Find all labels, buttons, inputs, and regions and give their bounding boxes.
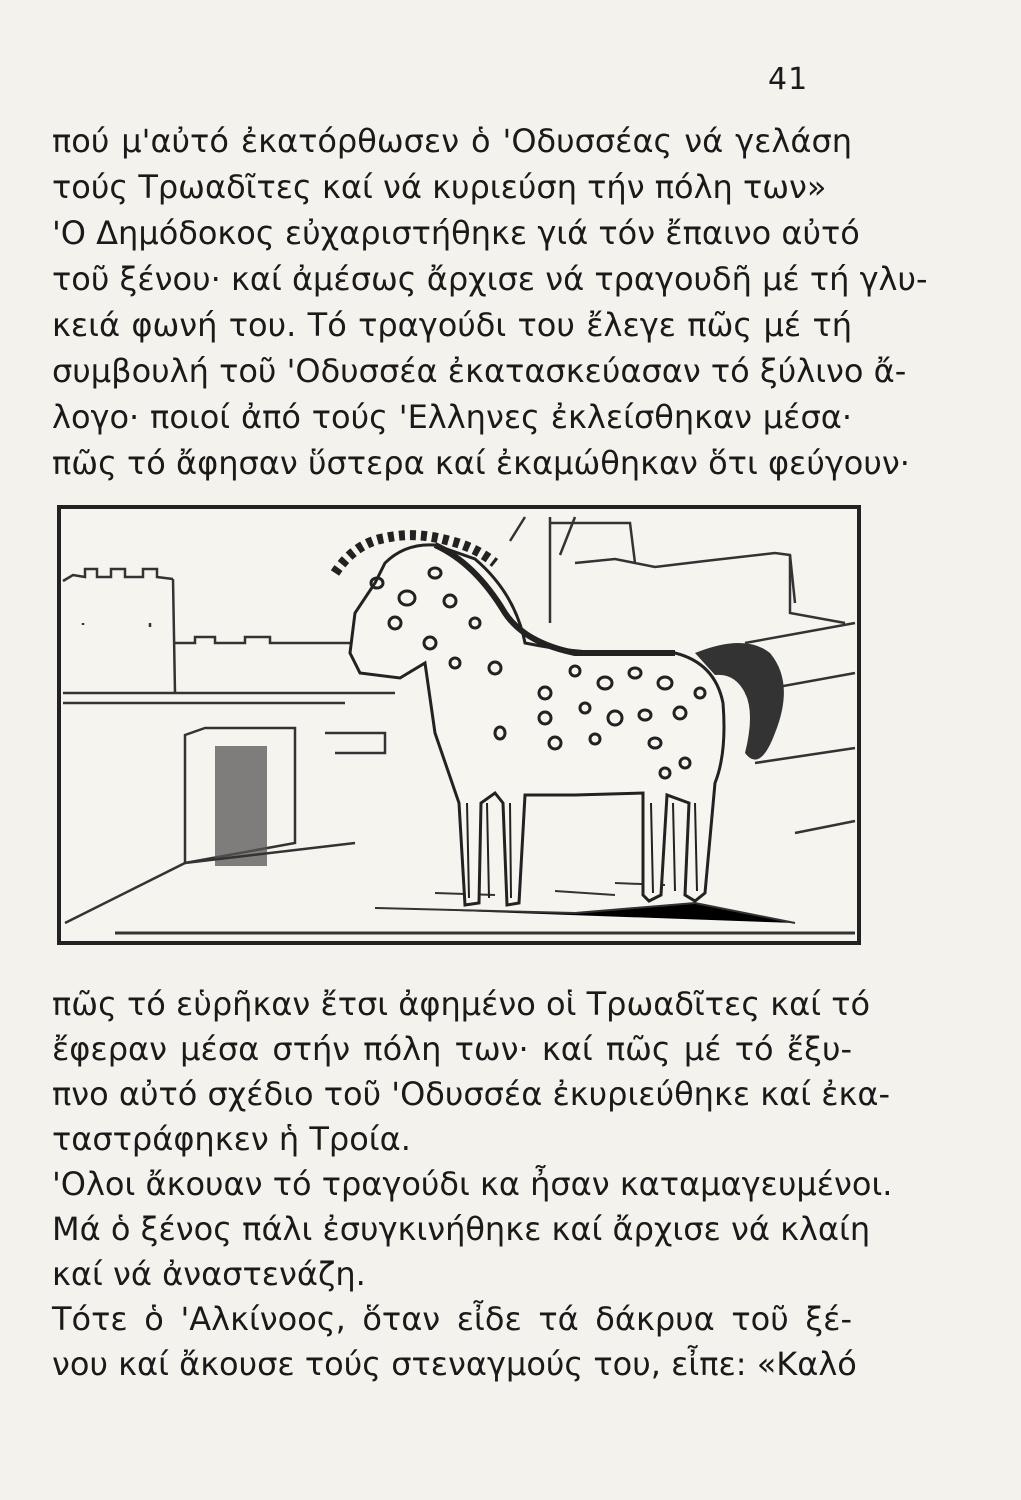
trojan-horse-illustration bbox=[55, 503, 865, 948]
text-line: ταστράφηκεν ἡ Τροία. bbox=[52, 1120, 411, 1158]
text-line: λογο· ποιοί ἀπό τούς 'Ελληνες ἐκλείσθηκαν μέσα· bbox=[52, 398, 852, 436]
text-line: 'Ο Δημόδοκος εὐχαριστήθηκε γιά τόν ἔπαινο αὐτό bbox=[52, 214, 860, 252]
text-line: Τότε ὁ 'Αλκίνοος, ὅταν εἶδε τά δάκρυα τοῦ ξέ- bbox=[52, 1300, 852, 1338]
text-line: πνο αὐτό σχέδιο τοῦ 'Οδυσσέα ἐκυριεύθηκε καί ἐκα- bbox=[52, 1075, 891, 1113]
text-line: ἔφεραν μέσα στήν πόλη των· καί πῶς μέ τό ἔξυ- bbox=[52, 1030, 852, 1068]
text-line: νου καί ἄκουσε τούς στεναγμούς του, εἶπε: «Καλό bbox=[52, 1345, 857, 1383]
page-number: 41 bbox=[768, 62, 809, 97]
text-line: τούς Τρωαδῖτες καί νά κυριεύση τήν πόλη των» bbox=[52, 168, 827, 206]
paragraph-bottom bbox=[52, 982, 893, 1387]
text-line: Μά ὁ ξένος πάλι ἐσυγκινήθηκε καί ἄρχισε νά κλαίη bbox=[52, 1210, 871, 1248]
text-line: 'Ολοι ἄκουαν τό τραγούδι κα ἦσαν καταμαγευμένοι. bbox=[52, 1165, 893, 1203]
paragraph-top bbox=[52, 118, 928, 486]
text-line: πῶς τό εὑρῆκαν ἔτσι ἀφημένο οἱ Τρωαδῖτες καί τό bbox=[52, 985, 871, 1023]
text-line: καί νά ἀναστενάζη. bbox=[52, 1255, 366, 1293]
text-line: κειά φωνή του. Τό τραγούδι του ἔλεγε πῶς μέ τή bbox=[52, 306, 852, 344]
text-line: συμβουλή τοῦ 'Οδυσσέα ἐκατασκεύασαν τό ξύλινο ἄ- bbox=[52, 352, 907, 390]
text-line: πού μ'αὐτό ἐκατόρθωσεν ὁ 'Οδυσσέας νά γελάση bbox=[52, 122, 852, 160]
text-line: πῶς τό ἄφησαν ὕστερα καί ἐκαμώθηκαν ὅτι φεύγουν· bbox=[52, 444, 910, 482]
text-line: τοῦ ξένου· καί ἀμέσως ἄρχισε νά τραγουδῆ μέ τή γλυ- bbox=[52, 260, 928, 298]
